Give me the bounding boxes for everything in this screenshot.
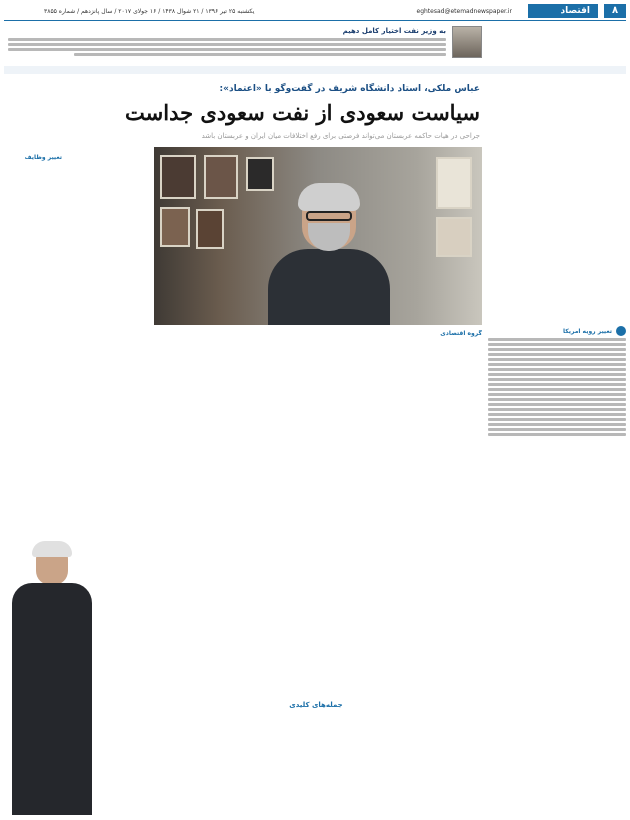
interview-photo	[154, 147, 482, 325]
left-bubble: تغییر وظایف	[24, 154, 62, 161]
section-email[interactable]: eghtesad@etemadnewspaper.ir	[416, 7, 512, 15]
separator-band	[4, 66, 626, 74]
right-column-text	[488, 338, 626, 812]
issue-date: یکشنبه ۲۵ تیر ۱۳۹۶ / ۲۱ شوال ۱۴۳۸ / ۱۶ جولای ۲۰۱۷ / سال پانزدهم / شماره ۳۸۵۵	[44, 7, 255, 15]
col-4-text	[152, 330, 258, 690]
col-3-text	[262, 330, 366, 690]
page-header	[4, 4, 626, 18]
bubble-icon	[616, 326, 626, 336]
key-quotes-title: جمله‌های کلیدی	[289, 701, 343, 709]
mini-column-text	[8, 38, 446, 60]
mini-column-title: به وزیر نفت اختیار کامل دهیم	[342, 27, 446, 35]
interview-subject-portrait	[6, 545, 94, 815]
columnist-photo	[452, 26, 482, 58]
col-2-text	[370, 330, 482, 690]
right-bubble-1: تغییر رویه امریکا	[488, 326, 626, 336]
right-column	[488, 150, 626, 336]
section-label: اقتصاد	[528, 4, 598, 18]
group-label: گروه اقتصادی	[440, 330, 482, 337]
article-subhead: جراحی در هیات حاکمه عربستان می‌تواند فرصتی برای رفع اختلافات میان ایران و عربستان باشد	[201, 132, 480, 140]
left-main-text	[4, 74, 142, 544]
page-number: ۸	[604, 4, 626, 18]
header-rule	[4, 20, 626, 21]
article-kicker: عباس ملکی، استاد دانشگاه شریف در گفت‌وگو با «اعتماد»:	[219, 84, 480, 94]
article-headline: سیاست سعودی از نفت سعودی جداست	[125, 100, 480, 125]
